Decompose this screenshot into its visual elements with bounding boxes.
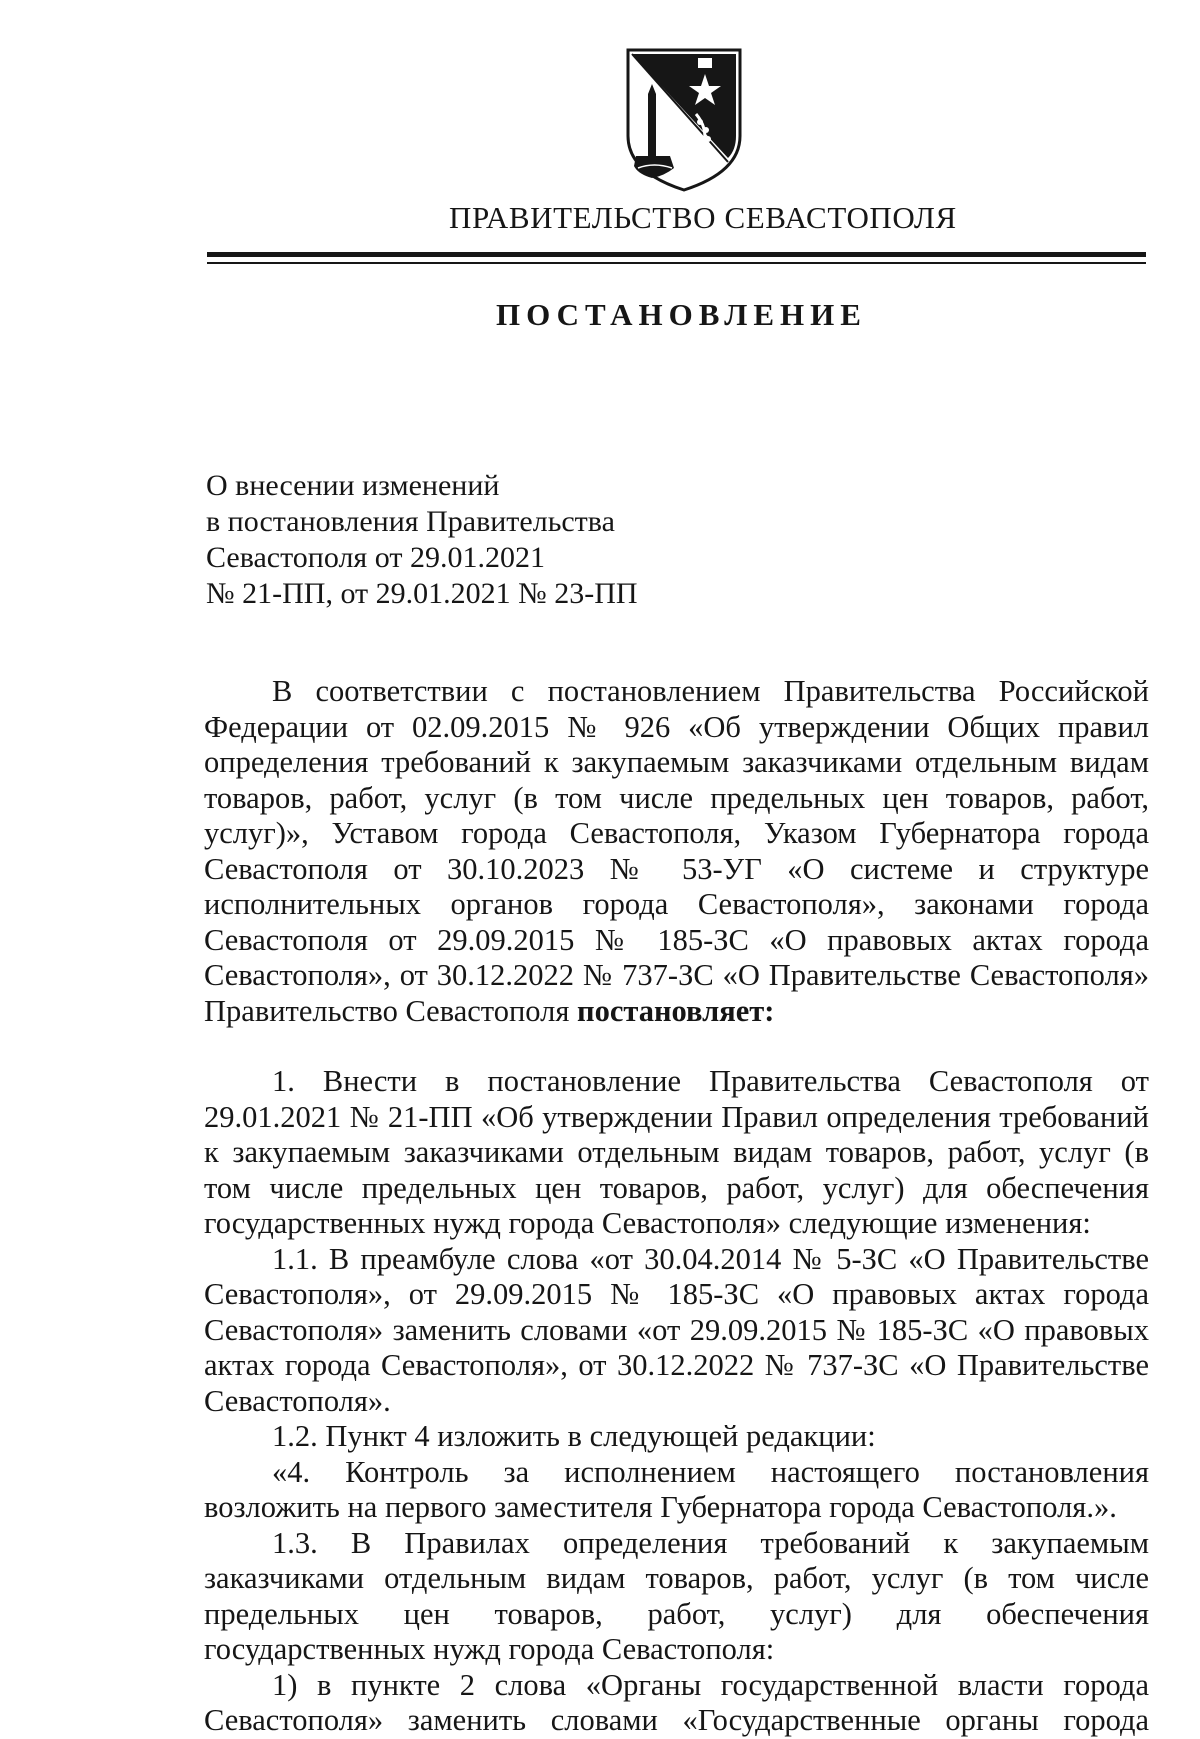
document-subject — [206, 468, 766, 612]
preamble-paragraph — [204, 674, 1149, 1029]
organization-title: ПРАВИТЕЛЬСТВО СЕВАСТОПОЛЯ — [449, 200, 957, 235]
clause-1-3-1: 1) в пункте 2 слова «Органы государственной власти города Севастополя» заменить словами «Государственные органы города — [204, 1667, 1149, 1737]
header-divider-thin — [207, 262, 1146, 264]
clause-1: 1. Внести в постановление Правительства Севастополя от 29.01.2021 № 21-ПП «Об утверждении Правил определения требований к закупаемым заказчиками отдельным видам товаров, работ, услуг (в том числе предельных цен товаров, работ, услуг) для обеспечения государственных нужд города Севастополя» следующие изменения: — [204, 1064, 1149, 1240]
clause-1-3: 1.3. В Правилах определения требований к закупаемым заказчиками отдельным видам товаров, работ, услуг (в том числе предельных цен товаров, работ, услуг) для обеспечения государственных нужд города Севастополя: — [204, 1525, 1149, 1666]
subject-line: в постановления Правительства — [206, 505, 615, 538]
sevastopol-coat-of-arms-icon — [624, 44, 744, 194]
clause-1-2: 1.2. Пункт 4 изложить в следующей редакции: — [272, 1419, 876, 1453]
document-body — [204, 674, 1149, 1739]
clause-1-1: 1.1. В преамбуле слова «от 30.04.2014 № 5-ЗС «О Правительстве Севастополя», от 29.09.2015 № 185-ЗС «О правовых актах города Севастополя» заменить словами «от 29.09.2015 № 185-ЗС «О правовых актах города Севастополя», от 30.12.2022 № 737-ЗС «О Правительстве Севастополя». — [204, 1241, 1149, 1418]
subject-line: Севастополя от 29.01.2021 — [206, 541, 545, 574]
subject-line: О внесении изменений — [206, 469, 500, 502]
header-divider-thick — [207, 252, 1146, 257]
document-type-title: ПОСТАНОВЛЕНИЕ — [496, 297, 867, 332]
clause-1-2-text: «4. Контроль за исполнением настоящего постановления возложить на первого заместителя Губернатора города Севастополя.». — [204, 1454, 1149, 1524]
preamble-resolution-word: постановляет: — [577, 993, 775, 1028]
preamble-text: В соответствии с постановлением Правительства Российской Федерации от 02.09.2015 № 926 «Об утверждении Общих правил определения требований к закупаемым заказчиками отдельным видам товаров, работ, услуг (в том числе предельных цен товаров, работ, услуг)», Уставом города Севастополя, Указом Губернатора города Севастополя от 30.10.2023 № 53-УГ «О системе и структуре исполнительных органов города Севастополя», законами города Севастополя от 29.09.2015 № 185-ЗС «О правовых актах города Севастополя», от 30.12.2022 № 737-ЗС «О Правительстве Севастополя» Правительство Севастополя — [204, 674, 1149, 1028]
subject-line: № 21-ПП, от 29.01.2021 № 23-ПП — [206, 577, 638, 610]
